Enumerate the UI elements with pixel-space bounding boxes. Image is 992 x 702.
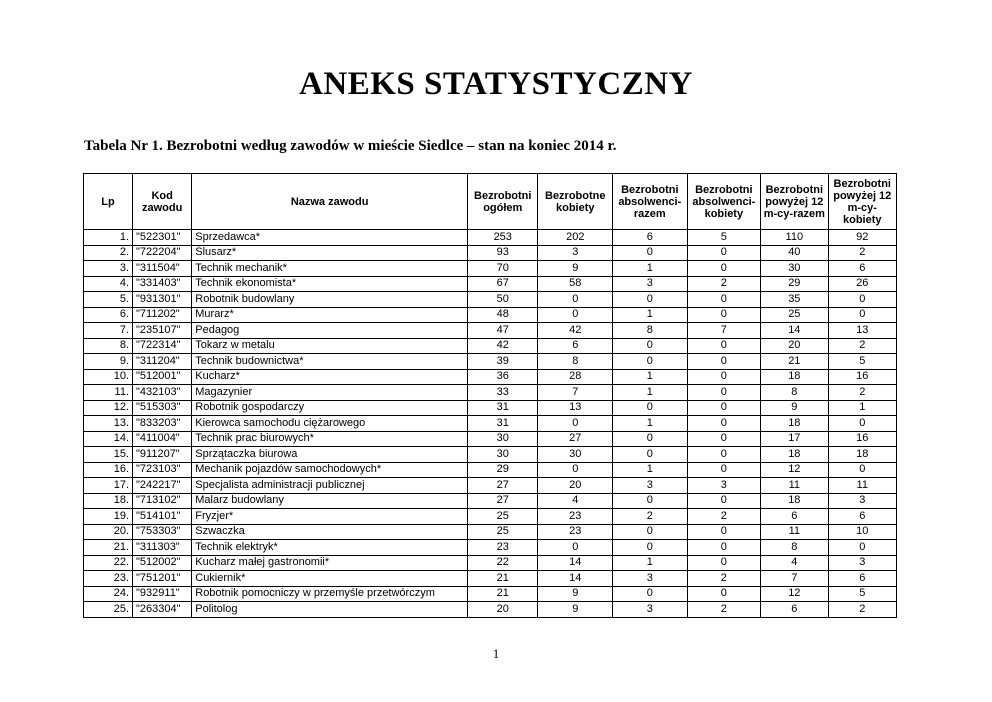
cell-bezrobotne-kobiety: 9 <box>538 586 613 602</box>
cell-powyzej-12-razem: 9 <box>761 400 828 416</box>
cell-absolwenci-kobiety: 2 <box>687 571 761 587</box>
cell-absolwenci-kobiety: 2 <box>687 509 761 525</box>
cell-lp: 9. <box>84 354 133 370</box>
table-row <box>84 602 897 618</box>
cell-absolwenci-razem: 0 <box>613 400 688 416</box>
cell-bezrobotne-kobiety: 30 <box>538 447 613 463</box>
cell-powyzej-12-razem: 110 <box>761 230 828 246</box>
cell-powyzej-12-kobiety: 6 <box>828 509 896 525</box>
cell-kod-zawodu: "235107" <box>133 323 192 339</box>
cell-absolwenci-kobiety: 0 <box>687 245 761 261</box>
cell-kod-zawodu: "512002" <box>133 555 192 571</box>
cell-absolwenci-kobiety: 0 <box>687 307 761 323</box>
table-row <box>84 416 897 432</box>
cell-nazwa-zawodu: Magazynier <box>192 385 468 401</box>
cell-bezrobotne-kobiety: 27 <box>538 431 613 447</box>
cell-bezrobotne-kobiety: 13 <box>538 400 613 416</box>
cell-absolwenci-razem: 8 <box>613 323 688 339</box>
cell-powyzej-12-kobiety: 2 <box>828 245 896 261</box>
cell-bezrobotne-kobiety: 0 <box>538 307 613 323</box>
cell-absolwenci-kobiety: 7 <box>687 323 761 339</box>
cell-nazwa-zawodu: Technik ekonomista* <box>192 276 468 292</box>
cell-bezrobotni-ogolem: 50 <box>468 292 538 308</box>
header-absolwenci-kobiety: Bezrobotni absolwenci-kobiety <box>687 174 761 230</box>
cell-powyzej-12-razem: 7 <box>761 571 828 587</box>
cell-kod-zawodu: "512001" <box>133 369 192 385</box>
cell-nazwa-zawodu: Malarz budowlany <box>192 493 468 509</box>
cell-lp: 25. <box>84 602 133 618</box>
cell-lp: 1. <box>84 230 133 246</box>
cell-powyzej-12-razem: 6 <box>761 509 828 525</box>
cell-lp: 12. <box>84 400 133 416</box>
cell-bezrobotni-ogolem: 93 <box>468 245 538 261</box>
cell-bezrobotni-ogolem: 39 <box>468 354 538 370</box>
cell-powyzej-12-razem: 18 <box>761 447 828 463</box>
header-bezrobotne-kobiety: Bezrobotne kobiety <box>538 174 613 230</box>
table-row <box>84 447 897 463</box>
cell-absolwenci-razem: 3 <box>613 276 688 292</box>
cell-bezrobotni-ogolem: 30 <box>468 447 538 463</box>
cell-nazwa-zawodu: Szwaczka <box>192 524 468 540</box>
table-row <box>84 276 897 292</box>
table-row <box>84 369 897 385</box>
cell-bezrobotni-ogolem: 36 <box>468 369 538 385</box>
table-row <box>84 261 897 277</box>
cell-bezrobotne-kobiety: 42 <box>538 323 613 339</box>
cell-bezrobotni-ogolem: 42 <box>468 338 538 354</box>
cell-bezrobotni-ogolem: 27 <box>468 478 538 494</box>
cell-powyzej-12-kobiety: 0 <box>828 292 896 308</box>
cell-nazwa-zawodu: Technik prac biurowych* <box>192 431 468 447</box>
cell-lp: 10. <box>84 369 133 385</box>
cell-absolwenci-razem: 3 <box>613 571 688 587</box>
header-powyzej-12-kobiety: Bezrobotni powyżej 12 m-cy-kobiety <box>828 174 896 230</box>
cell-powyzej-12-razem: 4 <box>761 555 828 571</box>
cell-powyzej-12-kobiety: 2 <box>828 338 896 354</box>
cell-bezrobotne-kobiety: 6 <box>538 338 613 354</box>
cell-absolwenci-kobiety: 2 <box>687 602 761 618</box>
cell-nazwa-zawodu: Mechanik pojazdów samochodowych* <box>192 462 468 478</box>
cell-lp: 20. <box>84 524 133 540</box>
cell-bezrobotni-ogolem: 70 <box>468 261 538 277</box>
cell-kod-zawodu: "514101" <box>133 509 192 525</box>
cell-bezrobotni-ogolem: 29 <box>468 462 538 478</box>
cell-lp: 2. <box>84 245 133 261</box>
cell-bezrobotne-kobiety: 23 <box>538 524 613 540</box>
header-absolwenci-razem: Bezrobotni absolwenci-razem <box>613 174 688 230</box>
cell-absolwenci-razem: 1 <box>613 555 688 571</box>
cell-lp: 11. <box>84 385 133 401</box>
cell-powyzej-12-razem: 29 <box>761 276 828 292</box>
table-row <box>84 540 897 556</box>
cell-kod-zawodu: "713102" <box>133 493 192 509</box>
cell-powyzej-12-razem: 14 <box>761 323 828 339</box>
cell-bezrobotne-kobiety: 8 <box>538 354 613 370</box>
cell-kod-zawodu: "263304" <box>133 602 192 618</box>
cell-bezrobotne-kobiety: 4 <box>538 493 613 509</box>
cell-nazwa-zawodu: Politolog <box>192 602 468 618</box>
cell-kod-zawodu: "311504" <box>133 261 192 277</box>
cell-lp: 7. <box>84 323 133 339</box>
cell-absolwenci-kobiety: 0 <box>687 447 761 463</box>
cell-powyzej-12-kobiety: 16 <box>828 369 896 385</box>
cell-nazwa-zawodu: Cukiernik* <box>192 571 468 587</box>
cell-kod-zawodu: "753303" <box>133 524 192 540</box>
cell-nazwa-zawodu: Pedagog <box>192 323 468 339</box>
cell-bezrobotni-ogolem: 253 <box>468 230 538 246</box>
cell-absolwenci-kobiety: 0 <box>687 431 761 447</box>
cell-powyzej-12-razem: 8 <box>761 385 828 401</box>
table-row <box>84 400 897 416</box>
cell-kod-zawodu: "911207" <box>133 447 192 463</box>
cell-nazwa-zawodu: Technik mechanik* <box>192 261 468 277</box>
cell-kod-zawodu: "932911" <box>133 586 192 602</box>
table-row <box>84 586 897 602</box>
cell-absolwenci-razem: 1 <box>613 416 688 432</box>
table-row <box>84 478 897 494</box>
header-powyzej-12-razem: Bezrobotni powyżej 12 m-cy-razem <box>761 174 828 230</box>
cell-bezrobotne-kobiety: 23 <box>538 509 613 525</box>
cell-powyzej-12-kobiety: 11 <box>828 478 896 494</box>
cell-absolwenci-kobiety: 0 <box>687 524 761 540</box>
cell-absolwenci-razem: 2 <box>613 509 688 525</box>
table-caption: Tabela Nr 1. Bezrobotni według zawodów w mieście Siedlce – stan na koniec 2014 r. <box>84 138 617 154</box>
cell-bezrobotne-kobiety: 58 <box>538 276 613 292</box>
cell-absolwenci-kobiety: 0 <box>687 261 761 277</box>
cell-kod-zawodu: "833203" <box>133 416 192 432</box>
cell-bezrobotne-kobiety: 28 <box>538 369 613 385</box>
header-lp: Lp <box>84 174 133 230</box>
cell-absolwenci-kobiety: 0 <box>687 292 761 308</box>
cell-nazwa-zawodu: Sprzedawca* <box>192 230 468 246</box>
cell-absolwenci-kobiety: 0 <box>687 354 761 370</box>
cell-bezrobotni-ogolem: 25 <box>468 524 538 540</box>
cell-bezrobotni-ogolem: 67 <box>468 276 538 292</box>
cell-lp: 3. <box>84 261 133 277</box>
cell-powyzej-12-razem: 25 <box>761 307 828 323</box>
cell-absolwenci-razem: 0 <box>613 292 688 308</box>
cell-absolwenci-kobiety: 0 <box>687 555 761 571</box>
cell-bezrobotni-ogolem: 47 <box>468 323 538 339</box>
cell-powyzej-12-razem: 8 <box>761 540 828 556</box>
table-row <box>84 462 897 478</box>
cell-lp: 23. <box>84 571 133 587</box>
cell-absolwenci-kobiety: 0 <box>687 586 761 602</box>
cell-absolwenci-razem: 0 <box>613 493 688 509</box>
cell-powyzej-12-razem: 35 <box>761 292 828 308</box>
cell-powyzej-12-kobiety: 0 <box>828 462 896 478</box>
cell-bezrobotni-ogolem: 23 <box>468 540 538 556</box>
cell-nazwa-zawodu: Kucharz* <box>192 369 468 385</box>
table-row <box>84 338 897 354</box>
cell-kod-zawodu: "242217" <box>133 478 192 494</box>
cell-lp: 24. <box>84 586 133 602</box>
cell-bezrobotni-ogolem: 48 <box>468 307 538 323</box>
cell-kod-zawodu: "723103" <box>133 462 192 478</box>
cell-kod-zawodu: "722314" <box>133 338 192 354</box>
cell-nazwa-zawodu: Robotnik pomocniczy w przemyśle przetwórczym <box>192 586 468 602</box>
cell-bezrobotni-ogolem: 27 <box>468 493 538 509</box>
cell-kod-zawodu: "931301" <box>133 292 192 308</box>
table-row <box>84 307 897 323</box>
cell-nazwa-zawodu: Technik elektryk* <box>192 540 468 556</box>
table-row <box>84 571 897 587</box>
cell-kod-zawodu: "751201" <box>133 571 192 587</box>
cell-absolwenci-kobiety: 0 <box>687 400 761 416</box>
cell-absolwenci-razem: 0 <box>613 338 688 354</box>
cell-absolwenci-razem: 1 <box>613 385 688 401</box>
cell-powyzej-12-kobiety: 6 <box>828 261 896 277</box>
cell-nazwa-zawodu: Specjalista administracji publicznej <box>192 478 468 494</box>
cell-powyzej-12-razem: 18 <box>761 493 828 509</box>
cell-lp: 17. <box>84 478 133 494</box>
cell-lp: 6. <box>84 307 133 323</box>
cell-lp: 13. <box>84 416 133 432</box>
cell-powyzej-12-kobiety: 26 <box>828 276 896 292</box>
cell-absolwenci-razem: 1 <box>613 462 688 478</box>
cell-powyzej-12-kobiety: 2 <box>828 602 896 618</box>
cell-powyzej-12-razem: 12 <box>761 586 828 602</box>
unemployment-table <box>83 173 897 618</box>
cell-powyzej-12-kobiety: 5 <box>828 586 896 602</box>
cell-bezrobotne-kobiety: 14 <box>538 571 613 587</box>
cell-powyzej-12-kobiety: 10 <box>828 524 896 540</box>
cell-nazwa-zawodu: Robotnik gospodarczy <box>192 400 468 416</box>
cell-bezrobotni-ogolem: 20 <box>468 602 538 618</box>
cell-powyzej-12-kobiety: 0 <box>828 540 896 556</box>
cell-absolwenci-kobiety: 5 <box>687 230 761 246</box>
cell-kod-zawodu: "311204" <box>133 354 192 370</box>
cell-powyzej-12-kobiety: 0 <box>828 307 896 323</box>
page-title: ANEKS STATYSTYCZNY <box>299 66 693 102</box>
cell-powyzej-12-kobiety: 3 <box>828 555 896 571</box>
cell-absolwenci-kobiety: 0 <box>687 385 761 401</box>
cell-powyzej-12-kobiety: 5 <box>828 354 896 370</box>
cell-powyzej-12-razem: 40 <box>761 245 828 261</box>
cell-lp: 22. <box>84 555 133 571</box>
cell-nazwa-zawodu: Tokarz w metalu <box>192 338 468 354</box>
cell-kod-zawodu: "411004" <box>133 431 192 447</box>
cell-bezrobotni-ogolem: 21 <box>468 571 538 587</box>
header-nazwa-zawodu: Nazwa zawodu <box>192 174 468 230</box>
cell-nazwa-zawodu: Kierowca samochodu ciężarowego <box>192 416 468 432</box>
cell-powyzej-12-kobiety: 6 <box>828 571 896 587</box>
cell-absolwenci-razem: 0 <box>613 431 688 447</box>
cell-kod-zawodu: "522301" <box>133 230 192 246</box>
cell-powyzej-12-kobiety: 1 <box>828 400 896 416</box>
table-row <box>84 354 897 370</box>
cell-nazwa-zawodu: Murarz* <box>192 307 468 323</box>
cell-powyzej-12-razem: 18 <box>761 416 828 432</box>
cell-bezrobotne-kobiety: 0 <box>538 540 613 556</box>
cell-bezrobotni-ogolem: 30 <box>468 431 538 447</box>
cell-absolwenci-razem: 0 <box>613 540 688 556</box>
cell-absolwenci-kobiety: 0 <box>687 493 761 509</box>
cell-powyzej-12-kobiety: 3 <box>828 493 896 509</box>
cell-bezrobotni-ogolem: 22 <box>468 555 538 571</box>
cell-powyzej-12-razem: 21 <box>761 354 828 370</box>
cell-absolwenci-razem: 0 <box>613 586 688 602</box>
table-row <box>84 431 897 447</box>
cell-absolwenci-razem: 0 <box>613 245 688 261</box>
cell-kod-zawodu: "432103" <box>133 385 192 401</box>
cell-bezrobotni-ogolem: 31 <box>468 416 538 432</box>
table-header-row <box>84 174 897 230</box>
cell-lp: 16. <box>84 462 133 478</box>
cell-absolwenci-razem: 0 <box>613 447 688 463</box>
cell-powyzej-12-razem: 11 <box>761 478 828 494</box>
cell-absolwenci-kobiety: 0 <box>687 462 761 478</box>
cell-lp: 15. <box>84 447 133 463</box>
cell-powyzej-12-razem: 30 <box>761 261 828 277</box>
table-row <box>84 230 897 246</box>
cell-powyzej-12-kobiety: 92 <box>828 230 896 246</box>
cell-kod-zawodu: "515303" <box>133 400 192 416</box>
cell-absolwenci-razem: 6 <box>613 230 688 246</box>
cell-bezrobotni-ogolem: 31 <box>468 400 538 416</box>
cell-nazwa-zawodu: Fryzjer* <box>192 509 468 525</box>
cell-bezrobotni-ogolem: 21 <box>468 586 538 602</box>
cell-lp: 5. <box>84 292 133 308</box>
cell-powyzej-12-kobiety: 2 <box>828 385 896 401</box>
cell-bezrobotne-kobiety: 202 <box>538 230 613 246</box>
cell-lp: 19. <box>84 509 133 525</box>
header-kod-zawodu: Kod zawodu <box>133 174 192 230</box>
cell-powyzej-12-razem: 6 <box>761 602 828 618</box>
table-row <box>84 385 897 401</box>
cell-bezrobotni-ogolem: 33 <box>468 385 538 401</box>
cell-nazwa-zawodu: Kucharz małej gastronomii* <box>192 555 468 571</box>
cell-nazwa-zawodu: Robotnik budowlany <box>192 292 468 308</box>
cell-kod-zawodu: "331403" <box>133 276 192 292</box>
table-row <box>84 292 897 308</box>
cell-lp: 21. <box>84 540 133 556</box>
cell-powyzej-12-kobiety: 13 <box>828 323 896 339</box>
cell-powyzej-12-razem: 11 <box>761 524 828 540</box>
cell-bezrobotne-kobiety: 9 <box>538 602 613 618</box>
cell-lp: 18. <box>84 493 133 509</box>
table-row <box>84 493 897 509</box>
cell-bezrobotne-kobiety: 9 <box>538 261 613 277</box>
cell-bezrobotne-kobiety: 3 <box>538 245 613 261</box>
cell-bezrobotne-kobiety: 0 <box>538 292 613 308</box>
table-body <box>84 230 897 618</box>
cell-absolwenci-kobiety: 3 <box>687 478 761 494</box>
cell-lp: 14. <box>84 431 133 447</box>
cell-absolwenci-razem: 3 <box>613 602 688 618</box>
cell-absolwenci-razem: 0 <box>613 524 688 540</box>
cell-absolwenci-kobiety: 2 <box>687 276 761 292</box>
table-row <box>84 524 897 540</box>
cell-powyzej-12-kobiety: 16 <box>828 431 896 447</box>
cell-absolwenci-kobiety: 0 <box>687 338 761 354</box>
cell-lp: 4. <box>84 276 133 292</box>
cell-absolwenci-kobiety: 0 <box>687 540 761 556</box>
table-row <box>84 323 897 339</box>
cell-bezrobotne-kobiety: 14 <box>538 555 613 571</box>
cell-absolwenci-kobiety: 0 <box>687 416 761 432</box>
table-row <box>84 509 897 525</box>
cell-nazwa-zawodu: Technik budownictwa* <box>192 354 468 370</box>
cell-absolwenci-razem: 3 <box>613 478 688 494</box>
cell-bezrobotne-kobiety: 20 <box>538 478 613 494</box>
cell-bezrobotni-ogolem: 25 <box>468 509 538 525</box>
cell-powyzej-12-kobiety: 0 <box>828 416 896 432</box>
cell-kod-zawodu: "711202" <box>133 307 192 323</box>
cell-absolwenci-razem: 1 <box>613 307 688 323</box>
header-bezrobotni-ogolem: Bezrobotni ogółem <box>468 174 538 230</box>
cell-absolwenci-razem: 0 <box>613 354 688 370</box>
cell-bezrobotne-kobiety: 7 <box>538 385 613 401</box>
cell-kod-zawodu: "311303" <box>133 540 192 556</box>
cell-nazwa-zawodu: Sprzątaczka biurowa <box>192 447 468 463</box>
cell-powyzej-12-razem: 17 <box>761 431 828 447</box>
table-row <box>84 555 897 571</box>
cell-absolwenci-razem: 1 <box>613 261 688 277</box>
table-row <box>84 245 897 261</box>
cell-absolwenci-razem: 1 <box>613 369 688 385</box>
cell-kod-zawodu: "722204" <box>133 245 192 261</box>
cell-nazwa-zawodu: Ślusarz* <box>192 245 468 261</box>
cell-powyzej-12-razem: 20 <box>761 338 828 354</box>
cell-powyzej-12-razem: 12 <box>761 462 828 478</box>
cell-lp: 8. <box>84 338 133 354</box>
cell-powyzej-12-razem: 18 <box>761 369 828 385</box>
cell-powyzej-12-kobiety: 18 <box>828 447 896 463</box>
page-number: 1 <box>492 646 500 661</box>
cell-bezrobotne-kobiety: 0 <box>538 462 613 478</box>
cell-absolwenci-kobiety: 0 <box>687 369 761 385</box>
cell-bezrobotne-kobiety: 0 <box>538 416 613 432</box>
